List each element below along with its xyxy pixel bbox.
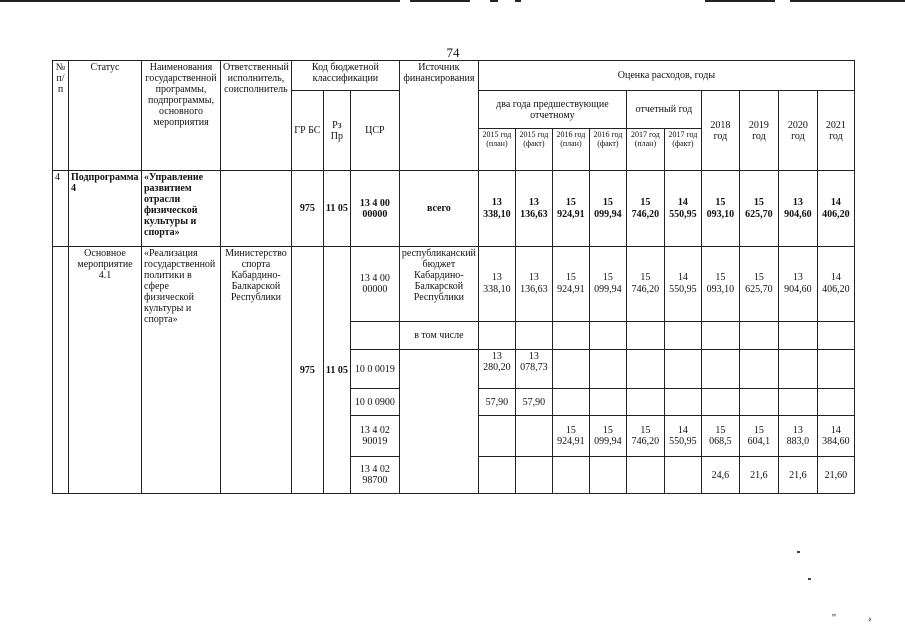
value-cell: 13 280,20 [478, 350, 515, 389]
header-year-2021: 2021 год [817, 91, 854, 171]
row-grbs: 975 [291, 171, 323, 247]
value-cell [515, 416, 552, 457]
row-source: всего [399, 171, 478, 247]
header-grbs: ГР БС [291, 91, 323, 171]
value-cell: 14 550,95 [664, 247, 701, 322]
row-source: в том числе [399, 322, 478, 350]
value-cell: 15 924,91 [552, 416, 589, 457]
header-source: Источник финансирования [399, 61, 478, 171]
value-cell [589, 322, 626, 350]
row-csr: 10 0 0019 [350, 350, 399, 389]
header-estimate: Оценка расходов, годы [478, 61, 854, 91]
value-cell [664, 322, 701, 350]
value-cell: 15 924,91 [552, 247, 589, 322]
scan-line [410, 0, 470, 2]
value-cell: 15 099,94 [589, 247, 626, 322]
page-number: 74 [446, 45, 460, 60]
value-cell: 15 924,91 [552, 171, 589, 247]
scan-speck [808, 578, 811, 580]
value-cell [626, 322, 664, 350]
value-cell: 21,60 [817, 457, 854, 494]
value-cell [626, 350, 664, 389]
row-name: «Управление развитием отрасли физической культуры и спорта» [142, 171, 221, 247]
value-cell [817, 322, 854, 350]
value-cell: 14 406,20 [817, 171, 854, 247]
scan-speck [797, 551, 800, 553]
scan-line [705, 0, 775, 2]
value-cell [552, 350, 589, 389]
row-status: Подпрограмма 4 [69, 171, 142, 247]
row-rzpr: 11 05 [323, 171, 350, 247]
corner-mark: '' [832, 612, 836, 624]
row-csr: 13 4 00 00000 [350, 171, 399, 247]
value-cell [552, 457, 589, 494]
value-cell [664, 457, 701, 494]
header-csr: ЦСР [350, 91, 399, 171]
value-cell: 13 078,73 [515, 350, 552, 389]
value-cell: 13 883,0 [778, 416, 817, 457]
row-responsible: Министерство спорта Кабардино-Балкарской Республики [221, 247, 292, 494]
value-cell [664, 350, 701, 389]
row-grbs: 975 [291, 247, 323, 494]
header-status: Статус [69, 61, 142, 171]
value-cell [739, 322, 778, 350]
value-cell [739, 350, 778, 389]
header-row-1 [53, 61, 855, 91]
table-row [53, 247, 855, 322]
row-status: Основное мероприятие 4.1 [69, 247, 142, 494]
value-cell: 15 604,1 [739, 416, 778, 457]
scan-line [0, 0, 400, 2]
header-col: 2017 год (факт) [664, 129, 701, 171]
corner-mark: › [868, 613, 872, 625]
value-cell [778, 350, 817, 389]
value-cell [817, 389, 854, 416]
row-responsible [221, 171, 292, 247]
value-cell: 21,6 [739, 457, 778, 494]
value-cell [778, 322, 817, 350]
value-cell: 14 384,60 [817, 416, 854, 457]
value-cell [515, 322, 552, 350]
value-cell: 13 338,10 [478, 247, 515, 322]
header-report-year: отчетный год [626, 91, 701, 129]
value-cell: 57,90 [515, 389, 552, 416]
value-cell: 14 406,20 [817, 247, 854, 322]
value-cell: 13 904,60 [778, 247, 817, 322]
row-csr [350, 322, 399, 350]
value-cell: 13 338,10 [478, 171, 515, 247]
value-cell [739, 389, 778, 416]
value-cell [478, 416, 515, 457]
row-csr: 13 4 02 98700 [350, 457, 399, 494]
value-cell [552, 322, 589, 350]
header-two-years: два года предшествующие отчетному [478, 91, 626, 129]
scan-line [790, 0, 905, 2]
value-cell: 15 099,94 [589, 416, 626, 457]
row-rzpr: 11 05 [323, 247, 350, 494]
header-col: 2017 год (план) [626, 129, 664, 171]
value-cell [552, 389, 589, 416]
row-name: «Реализация государственной политики в сфере физической культуры и спорта» [142, 247, 221, 494]
row-source: республиканский бюджет Кабардино-Балкарской Республики [399, 247, 478, 322]
value-cell [478, 322, 515, 350]
header-responsible: Ответственный исполнитель, соисполнитель [221, 61, 292, 171]
row-source [399, 350, 478, 494]
value-cell: 15 068,5 [701, 416, 739, 457]
value-cell [701, 389, 739, 416]
header-year-2020: 2020 год [778, 91, 817, 171]
value-cell: 15 099,94 [589, 171, 626, 247]
value-cell: 15 093,10 [701, 247, 739, 322]
header-name: Наименования государственной программы, подпрограммы, основного мероприятия [142, 61, 221, 171]
value-cell [664, 389, 701, 416]
header-col: 2016 год (факт) [589, 129, 626, 171]
value-cell: 15 746,20 [626, 247, 664, 322]
value-cell [589, 457, 626, 494]
value-cell: 13 904,60 [778, 171, 817, 247]
value-cell: 13 136,63 [515, 171, 552, 247]
value-cell [626, 389, 664, 416]
value-cell [817, 350, 854, 389]
value-cell [515, 457, 552, 494]
value-cell [589, 389, 626, 416]
header-code-group: Код бюджетной классификации [291, 61, 399, 91]
row-csr: 13 4 00 00000 [350, 247, 399, 322]
value-cell: 13 136,63 [515, 247, 552, 322]
budget-table [52, 60, 855, 494]
row-num [53, 247, 69, 494]
row-csr: 10 0 0900 [350, 389, 399, 416]
value-cell: 15 625,70 [739, 247, 778, 322]
table-row [53, 171, 855, 247]
value-cell [478, 457, 515, 494]
value-cell: 15 093,10 [701, 171, 739, 247]
value-cell [701, 322, 739, 350]
header-rzpr: Рз Пр [323, 91, 350, 171]
value-cell: 15 625,70 [739, 171, 778, 247]
header-num: № п/п [53, 61, 69, 171]
header-year-2018: 2018 год [701, 91, 739, 171]
value-cell [589, 350, 626, 389]
value-cell [701, 350, 739, 389]
value-cell: 14 550,95 [664, 416, 701, 457]
header-col: 2015 год (факт) [515, 129, 552, 171]
scan-line [490, 0, 498, 2]
value-cell: 24,6 [701, 457, 739, 494]
header-col: 2016 год (план) [552, 129, 589, 171]
row-num: 4 [53, 171, 69, 247]
value-cell: 15 746,20 [626, 171, 664, 247]
value-cell: 21,6 [778, 457, 817, 494]
value-cell [626, 457, 664, 494]
value-cell [778, 389, 817, 416]
header-year-2019: 2019 год [739, 91, 778, 171]
value-cell: 57,90 [478, 389, 515, 416]
header-col: 2015 год (план) [478, 129, 515, 171]
value-cell: 14 550,95 [664, 171, 701, 247]
row-csr: 13 4 02 90019 [350, 416, 399, 457]
value-cell: 15 746,20 [626, 416, 664, 457]
scan-line [515, 0, 521, 2]
